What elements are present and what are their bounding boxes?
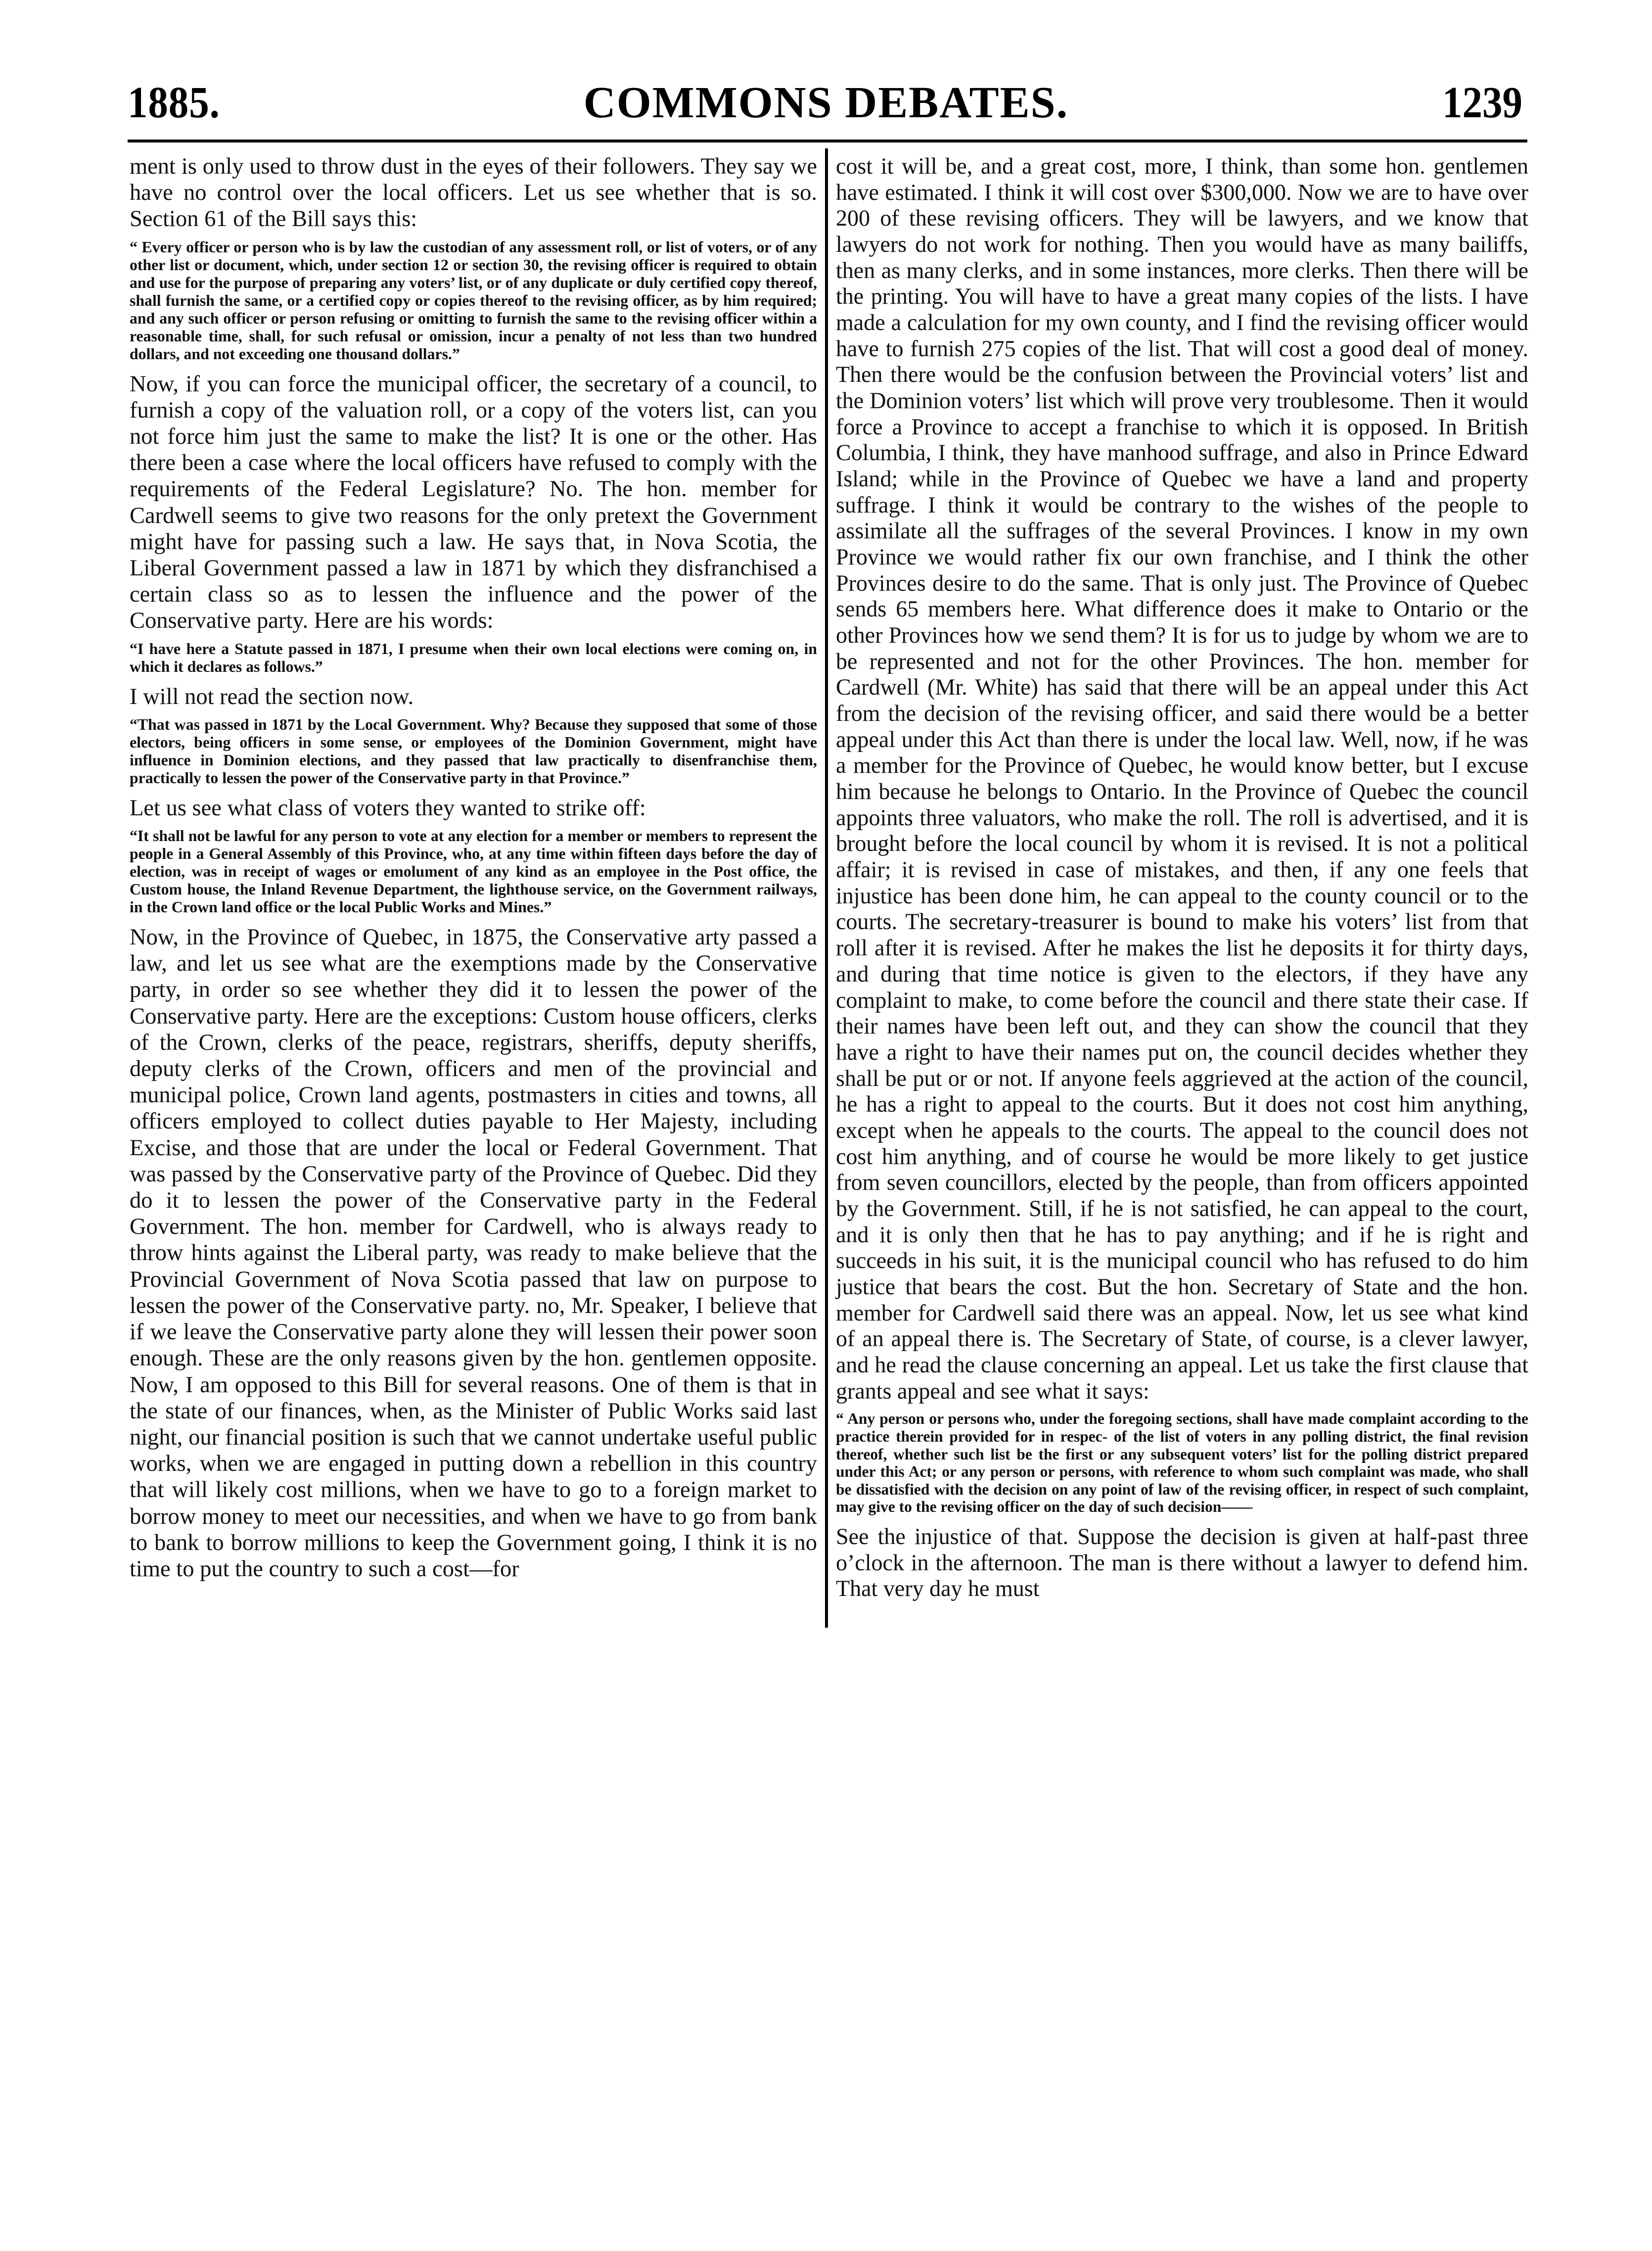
block-quote: “ Every officer or person who is by law the custodian of any assessment roll, or list of voters, or of any other list or document, which, under section 12 or section 30, the revising officer is required to obtain and use for the purpose of preparing any voters’ list, or of any duplicate or duly certified copy thereof, shall furnish the same, or a certified copy or copies thereof to the revising officer, as by him required; and any such officer or person refusing or omitting to furnish the same to the revising officer within a reasonable time, shall, for such refusal or omission, incur a penalty of not less than two hundred dollars, and not exceeding one thousand dollars.” (130, 238, 817, 363)
block-quote: “That was passed in 1871 by the Local Government. Why? Because they supposed that some of those electors, being officers in some sense, or employees of the Dominion Government, might have influence in Dominion elections, and they passed that law practically to disenfranchise them, practically to lessen the power of the Conservative party in that Province.” (130, 715, 817, 787)
header-title: COMMONS DEBATES. (583, 78, 1069, 127)
header-rule (128, 140, 1527, 142)
paragraph: Let us see what class of voters they wanted to strike off: (130, 795, 646, 821)
block-quote: “I have here a Statute passed in 1871, I presume when their own local elections were coming on, in which it declares as follows.” (130, 640, 817, 675)
right-column (836, 153, 1528, 1602)
paragraph: Now, in the Province of Quebec, in 1875, the Conservative arty passed a law, and let us see what are the exemptions made by the Conservative party, in order so see whether they did it to lessen the power of the Conservative party. Here are the exceptions: Custom house officers, clerks of the Crown, clerks of the peace, registrars, sheriffs, deputy sheriffs, deputy clerks of the Crown, officers and men of the provincial and municipal police, Crown land agents, postmasters in cities and towns, all officers employed to collect duties payable to Her Majesty, including Excise, and those that are under the local or Federal Government. That was passed by the Conservative party of the Province of Quebec. Did they do it to lessen the power of the Conservative party in the Federal Government. The hon. member for Cardwell, who is always ready to throw hints against the Liberal party, was ready to make believe that the Provincial Government of Nova Scotia passed that law on purpose to lessen the power of the Conservative party. no, Mr. Speaker, I believe that if we leave the Conservative party alone they will lessen their power soon enough. These are the only reasons given by the hon. gentlemen opposite. Now, I am opposed to this Bill for several reasons. One of them is that in the state of our finances, when, as the Minister of Public Works said last night, our financial position is such that we cannot undertake useful public works, when we are engaged in putting down a rebellion in this country that will likely cost millions, when we have to go to a foreign market to borrow money to meet our necessities, and when we have to go from bank to bank to borrow millions to keep the Government going, I think it is no time to put the country to such a cost—for (130, 925, 817, 1582)
paragraph: See the injustice of that. Suppose the decision is given at half-past three o’clock in the afternoon. The man is there without a lawyer to defend him. That very day he must (836, 1524, 1528, 1601)
block-quote: “ Any person or persons who, under the foregoing sections, shall have made complaint according to the practice therein provided for in respec- of the list of voters in any polling district, the final revision thereof, whether such list be the first or any subsequent voters’ list for the polling district prepared under this Act; or any person or persons, with reference to whom such complaint was made, who shall be dissatisfied with the decision on any point of law of the revising officer, in respect of such complaint, may give to the revising officer on the day of such decision—— (836, 1410, 1528, 1516)
block-quote: “It shall not be lawful for any person to vote at any election for a member or members to represent the people in a General Assembly of this Province, who, at any time within fifteen days before the day of election, was in receipt of wages or emolument of any kind as an employee in the Post office, the Custom house, the Inland Revenue Department, the lighthouse service, on the Government railways, in the Crown land office or the local Public Works and Mines.” (130, 827, 817, 916)
column-divider (825, 148, 828, 1628)
paragraph: cost it will be, and a great cost, more, I think, than some hon. gentlemen have estimated. I think it will cost over $300,000. Now we are to have over 200 of these revising officers. They will be lawyers, and we know that lawyers do not work for nothing. Then you would have as many bailiffs, then as many clerks, and in some instances, more clerks. Then there will be the printing. You will have to have a great many copies of the lists. I have made a calculation for my own county, and I find the revising officer would have to furnish 275 copies of the list. That will cost a good deal of money. Then there would be the confusion between the Provincial voters’ list and the Dominion voters’ list which will prove very troublesome. Then it would force a Province to accept a franchise to which it is opposed. In British Columbia, I think, they have manhood suffrage, and also in Prince Edward Island; while in the Province of Quebec we have a land and property suffrage. I think it would be contrary to the wishes of the people to assimilate all the suffrages of the several Provinces. I know in my own Province we would rather fix our own franchise, and I think the other Provinces desire to do the same. That is only just. The Province of Quebec sends 65 members here. What difference does it make to Ontario or the other Provinces how we send them? It is for us to judge by whom we are to be represented and not for the other Provinces. The hon. member for Cardwell (Mr. White) has said that there will be an appeal under this Act from the decision of the revising officer, and said there would be a better appeal under this Act than there is under the local law. Well, now, if he was a member for the Province of Quebec, he would know better, but I excuse him because he belongs to Ontario. In the Province of Quebec the council appoints three valuators, who make the roll. The roll is advertised, and it is brought before the local council by whom it is revised. It is not a political affair; it is revised in case of mistakes, and then, if any one feels that injustice has been done him, he can appeal to the county council or to the courts. The secretary-treasurer is bound to make his voters’ list from that roll after it is revised. After he makes the list he deposits it for thirty days, and during that time notice is given to the electors, if they have any complaint to make, to come before the council and there state their case. If their names have been left out, and they can show the council that they have a right to have their names put on, the council decides whether they shall be put or or not. If anyone feels aggrieved at the action of the council, he has a right to appeal to the courts. But it does not cost him anything, except when he appeals to the courts. The appeal to the council does not cost him anything, and of course he would be more likely to get justice from seven councillors, elected by the people, than from officers appointed by the Government. Still, if he is not satisfied, he can appeal to the court, and it is only then that he has to pay anything; and if he is right and succeeds in his suit, it is the municipal council who has refused to do him justice that bears the cost. But the hon. Secretary of State and the hon. member for Cardwell said there was an appeal. Now, let us see what kind of an appeal there is. The Secretary of State, of course, is a clever lawyer, and he read the clause concerning an appeal. Let us take the first clause that grants appeal and see what it says: (836, 153, 1528, 1404)
header-page-number: 1239 (1442, 78, 1522, 127)
paragraph: ment is only used to throw dust in the eyes of their followers. They say we have no control over the local officers. Let us see whether that is so. Section 61 of the Bill says this: (130, 154, 817, 232)
paragraph: Now, if you can force the municipal officer, the secretary of a council, to furnish a copy of the valuation roll, or a copy of the voters list, can you not force him just the same to make the list? It is one or the other. Has there been a case where the local officers have refused to comply with the requirements of the Federal Legislature? No. The hon. member for Cardwell seems to give two reasons for the only pretext the Government might have for passing such a law. He says that, in Nova Scotia, the Liberal Government passed a law in 1871 by which they disfranchised a certain class so as to lessen the influence and the power of the Conservative party. Here are his words: (130, 371, 817, 634)
paragraph: I will not read the section now. (130, 684, 414, 709)
left-column (130, 153, 817, 1582)
header-year: 1885. (128, 78, 220, 127)
